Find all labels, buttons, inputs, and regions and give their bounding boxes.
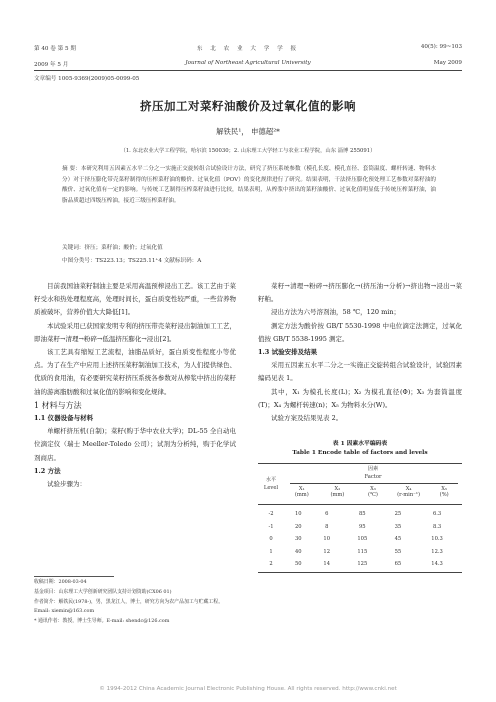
right-column: [258, 280, 462, 425]
column-header-x2: X₂ (mm): [330, 486, 345, 498]
left-column: [34, 280, 236, 491]
authors: 解铁民¹， 申德超²*: [216, 127, 280, 136]
subsection-heading-1-1: 1.1 仪器设备与材料: [34, 414, 94, 423]
table-factor-header: 因素 Factor: [364, 466, 382, 480]
table-header-rule: [258, 504, 462, 505]
copyright-notice: © 1994-2012 China Academic Journal Electronic Publishing House. All rights reserved. http://www.cnki.net: [99, 686, 397, 692]
header-rule: [34, 70, 462, 71]
section-heading-1: 1 材料与方法: [34, 400, 82, 410]
table-column-headers: [284, 486, 462, 498]
date-en: May 2009: [433, 60, 462, 66]
table-row: 0 30 10 105 45 10.3: [269, 536, 443, 543]
table-factor-rule: [290, 483, 458, 484]
design-paragraph: 采用五因素五水平二分之一实施正交旋转组合试验设计，试验因素编码见表 1。: [258, 361, 462, 383]
intro-paragraph-1: 目前我国油菜籽制油主要是采用高温预榨浸出工艺。该工艺由于菜籽受水和热处理程度高，处理时间长，蛋白质变性较严重，一些营养物质被破坏，营养价值大大降低[1]。: [34, 282, 236, 317]
column-header-x3: X₃ (℃): [368, 486, 378, 498]
footnote-rule: [34, 576, 114, 577]
process-flow: 菜籽→清理→粉碎→挤压膨化→(挤压油→分析)→挤出物→浸出→菜籽粕。: [258, 282, 462, 304]
intro-paragraph-2: 本试验采用已获国家发明专利的挤压带壳菜籽浸出制油加工工艺，即油菜籽→清理→粉碎→低温挤压膨化→浸出[2]。: [34, 321, 236, 343]
table-top-rule: [258, 463, 462, 464]
table-bottom-rule: [258, 572, 462, 573]
table-caption-en: Table 1 Encode table of factors and levels: [292, 450, 428, 456]
affiliation: （1. 东北农业大学工程学院，哈尔滨 150030；2. 山东理工大学轻工与农业工程学院，山东 淄博 255091）: [120, 148, 376, 154]
article-number: 文章编号 1005-9369(2009)05-0099-05: [34, 76, 140, 82]
footnote-author: 作者简介：解铁民(1978-)，男，黑龙江人，博士，研究方向为农产品加工与贮藏工程。Email: xiemin@163.com: [34, 598, 224, 615]
subsection-heading-1-2: 1.2 方法: [34, 466, 61, 475]
methods-paragraph: 试验步骤为：: [47, 480, 86, 489]
journal-name-en: Journal of Northeast Agricultural University: [185, 60, 311, 66]
results-paragraph: 试验方案及结果见表 2。: [271, 414, 343, 423]
factors-paragraph: 其中，X₁ 为模孔长度(L)；X₂ 为模孔直径(Φ)；X₃ 为套筒温度(T)；X₄ 为螺杆转速(n)；X₅ 为物料水分(W)。: [258, 387, 462, 409]
footnote: [34, 578, 234, 627]
classification: 中图分类号：TS223.13；TS225.11⁺4 文献标识码：A: [62, 258, 202, 264]
footnote-received: 收稿日期：2008-03-04: [34, 579, 87, 585]
paper-title: 挤压加工对菜籽油酸价及过氧化值的影响: [140, 99, 356, 113]
journal-name-cn: 东 北 农 业 大 学 学 报: [196, 46, 300, 52]
factor-level-table: [258, 508, 462, 571]
extraction-method: 浸出方法为六号溶剂油，58 ℃，120 min；: [271, 308, 401, 317]
footnote-fund: 基金项目：山东理工大学创新研究团队支持计划资助(CX06 01): [34, 588, 172, 595]
column-header-x4: X₄ (r·min⁻¹): [397, 486, 421, 498]
footnote-corresponding: * 通讯作者：教授，博士生导师。E-mail: shendc@126.com: [34, 618, 170, 625]
table-caption-cn: 表 1 因素水平编码表: [332, 441, 388, 447]
abstract: 摘 要：本研究利用五因素五水平二分之一实施正交旋转组合试验设计方法，研究了挤压系统参数（模孔长度、模孔直径、套筒温度、螺杆转速、物料水分）对于挤压膨化带壳菜籽制得的压榨菜籽油的酸价、过氧化值（POV）的变化规律进行了研究。结果表明，干法挤压膨化预处理工艺参数对菜籽油的酸价、过氧化值有一定的影响。与传统工艺制得压榨菜籽油进行比较，结果表明，从榨浆中挤出的菜籽油酸价、过氧化值明显低于传统压榨菜籽油，油脂品质超过四级压榨油，接近三级压榨菜籽油。: [62, 166, 436, 204]
measurement-method: 测定方法为酸价按 GB/T 5530-1998 中电位滴定法测定，过氧化值按 GB/T 5538-1995 测定。: [258, 321, 462, 343]
table-row: 1 40 12 115 55 12.3: [269, 548, 443, 555]
table-level-header: 水平 Level: [263, 477, 279, 491]
table-row: -1 20 8 95 35 8.3: [268, 523, 442, 530]
date-cn: 2009 年 5 月: [34, 62, 69, 68]
table-row: -2 10 6 85 25 6.3: [268, 511, 442, 518]
column-header-x1: X₁ (mm): [294, 486, 309, 498]
table-row: 2 50 14 125 65 14.3: [269, 561, 443, 568]
intro-paragraph-3: 该工艺具有缩短工艺流程，油脂品质好，蛋白质变性程度小等优点。为了在生产中应用上述挤压菜籽制油加工技术，为人们提供绿色、优质的食用油，有必要研究菜籽挤压系统各参数对从榨浆中挤出的菜籽油的游离脂肪酸和过氧化值的影响和变化规律。: [34, 348, 236, 396]
keywords: 关键词：挤压；菜籽油；酸价；过氧化值: [62, 245, 163, 251]
page-range: 40(5): 99~103: [420, 44, 462, 50]
subsection-heading-1-3: 1.3 试验安排及结果: [258, 348, 318, 357]
volume-issue: 第 40 卷 第 5 期: [34, 46, 76, 52]
materials-paragraph: 单螺杆挤压机(自制)；菜籽(购于华中农业大学)；DL-55 全自动电位滴定仪（瑞士 Meeller-Toledo 公司）；试剂为分析纯，购于化学试剂商店。: [34, 427, 236, 462]
column-header-x5: X₅ (%): [439, 486, 449, 498]
